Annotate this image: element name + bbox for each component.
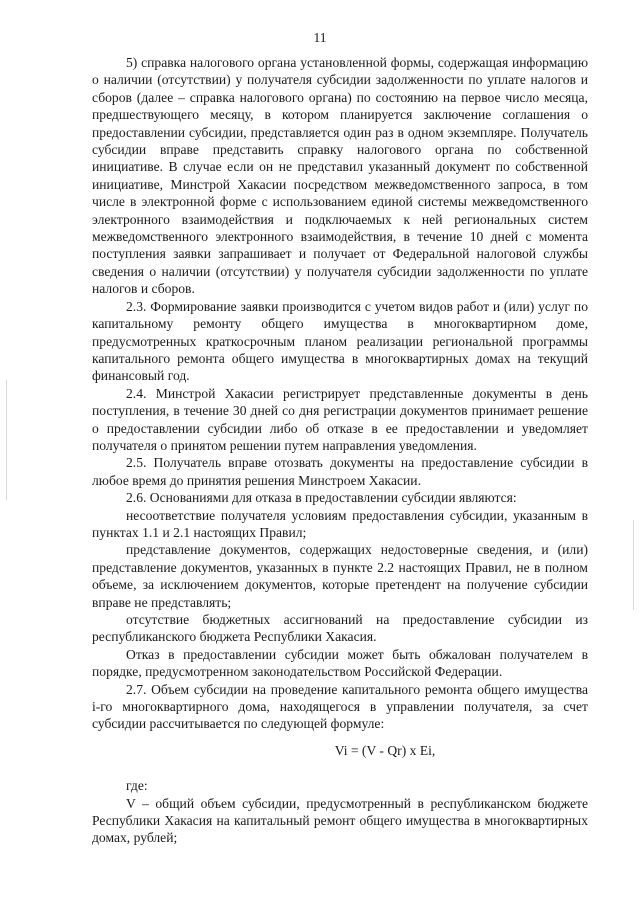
subsidy-formula: Vi = (V - Qr) x Ei, <box>334 742 436 758</box>
refusal-ground-1: несоответствие получателя условиям предоставления субсидии, указанным в пунктах 1.1 и 2.1 настоящих Правил; <box>92 507 588 540</box>
scan-edge-right <box>633 520 634 610</box>
scan-edge-left <box>6 380 7 500</box>
paragraph-item-5-certificate: 5) справка налогового органа установленной формы, содержащая информацию о наличии (отсутствии) у получателя субсидии задолженности по уплате налогов и сборов (далее – справка налогового органа) по состоянию на первое число месяца, предшествующего месяцу, в котором планируется заключение соглашения о предоставлении субсидии, представляется один раз в одном экземпляре. Получатель субсидии вправе представить справку налогового органа по собственной инициативе. В случае если он не представил указанный документ по собственной инициативе, Минстрой Хакасии посредством межведомственного запроса, в том числе в электронной форме с использованием единой системы межведомственного электронного взаимодействия и подключаемых к ней региональных систем межведомственного электронного взаимодействия, в течение 10 дней с момента поступления заявки запрашивает и получает от Федеральной налоговой службы сведения о наличии (отсутствии) у получателя субсидии задолженности по уплате налогов и сборов. <box>92 55 588 297</box>
where-label: где: <box>126 778 148 794</box>
appeal-paragraph: Отказ в предоставлении субсидии может быть обжалован получателем в порядке, предусмотренном законодательством Российской Федерации. <box>92 646 588 680</box>
paragraph-2-5: 2.5. Получатель вправе отозвать документы на предоставление субсидии в любое время до принятия решения Минстроем Хакасии. <box>92 455 588 488</box>
paragraph-2-3: 2.3. Формирование заявки производится с учетом видов работ и (или) услуг по капитальному ремонту общего имущества в многоквартирном доме, предусмотренных краткосрочным планом реализации региональной программы капитального ремонта общего имущества в многоквартирных домах на текущий финансовый год. <box>92 298 588 384</box>
paragraph-2-4: 2.4. Минстрой Хакасии регистрирует представленные документы в день поступления, в течение 30 дней со дня регистрации документов принимает решение о предоставлении субсидии либо об отказе в ее предоставлении и уведомляет получателя о принятом решении путем направления уведомления. <box>92 385 588 453</box>
document-body <box>92 54 588 847</box>
paragraph-2-6: 2.6. Основаниями для отказа в предоставлении субсидии являются: <box>126 490 517 506</box>
refusal-ground-3: отсутствие бюджетных ассигнований на предоставление субсидии из республиканского бюджета Республики Хакасия. <box>92 612 588 645</box>
page-number: 11 <box>313 30 327 45</box>
refusal-ground-2: представление документов, содержащих недостоверные сведения, и (или) представление документов, указанных в пункте 2.2 настоящих Правил, не в полном объеме, за исключением документов, которые претендент на получение субсидии вправе не представлять; <box>92 542 588 610</box>
paragraph-2-7: 2.7. Объем субсидии на проведение капитального ремонта общего имущества i-го многоквартирного дома, находящегося в управлении получателя, за счет субсидии рассчитывается по следующей формуле: <box>92 681 588 732</box>
variable-v-definition: V – общий объем субсидии, предусмотренный в республиканском бюджете Республики Хакасия на капитальный ремонт общего имущества в многоквартирных домах, рублей; <box>92 795 588 846</box>
